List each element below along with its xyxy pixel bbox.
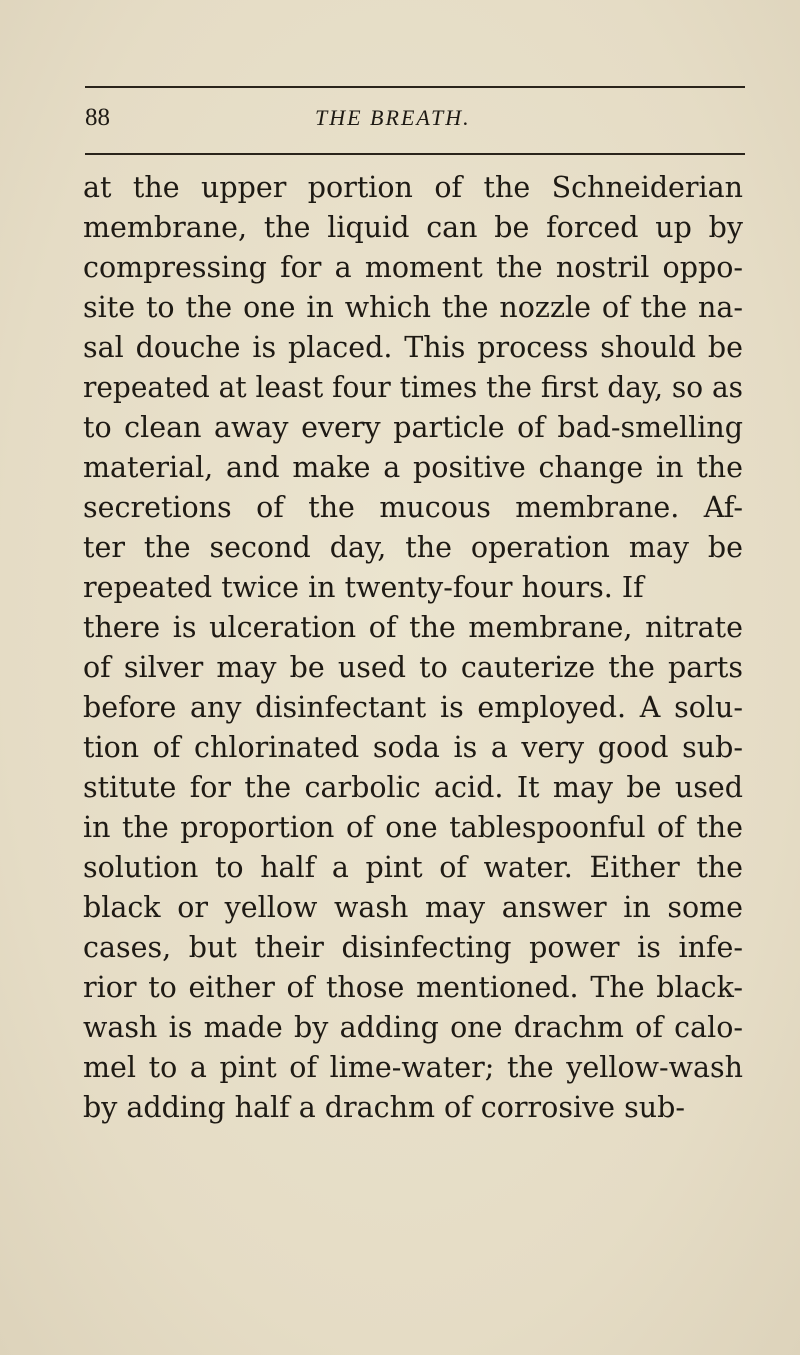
body-text <box>83 168 763 1128</box>
text-line: compressing for a moment the nostril oppo- <box>83 251 743 284</box>
text-line: by adding half a drachm of corrosive sub- <box>83 1091 685 1124</box>
text-line: stitute for the carbolic acid. It may be used <box>83 771 744 804</box>
page-number: 88 <box>85 104 110 131</box>
text-line: repeated at least four times the first day, so as <box>83 371 743 404</box>
header-top-rule <box>85 86 745 88</box>
header-bottom-rule <box>85 153 745 155</box>
text-line: wash is made by adding one drachm of calo- <box>83 1011 743 1044</box>
page-header <box>85 100 745 140</box>
text-line: tion of chlorinated soda is a very good sub- <box>83 731 744 764</box>
text-line: of silver may be used to cauterize the parts <box>83 651 743 684</box>
text-line: black or yellow wash may answer in some <box>83 891 744 924</box>
text-line: at the upper portion of the Schneiderian <box>83 171 744 204</box>
text-line: in the proportion of one tablespoonful of the <box>83 811 743 844</box>
text-line: to clean away every particle of bad-smelling <box>83 411 743 444</box>
text-line: there is ulceration of the membrane, nitrate <box>83 611 743 644</box>
text-line: cases, but their disinfecting power is infe- <box>83 931 743 964</box>
text-line: membrane, the liquid can be forced up by <box>83 211 743 244</box>
text-line: before any disinfectant is employed. A solu- <box>83 691 743 724</box>
text-line: site to the one in which the nozzle of the na- <box>83 291 744 324</box>
text-line: sal douche is placed. This process should be <box>83 331 744 364</box>
text-line: secretions of the mucous membrane. Af- <box>83 491 744 524</box>
text-line: rior to either of those mentioned. The black- <box>83 971 743 1004</box>
text-line: ter the second day, the operation may be <box>83 531 744 564</box>
text-line: material, and make a positive change in the <box>83 451 743 484</box>
text-line: mel to a pint of lime-water; the yellow-wash <box>83 1051 743 1084</box>
running-head: THE BREATH. <box>315 105 471 130</box>
text-line: solution to half a pint of water. Either the <box>83 851 744 884</box>
text-line: repeated twice in twenty-four hours. If <box>83 571 644 604</box>
